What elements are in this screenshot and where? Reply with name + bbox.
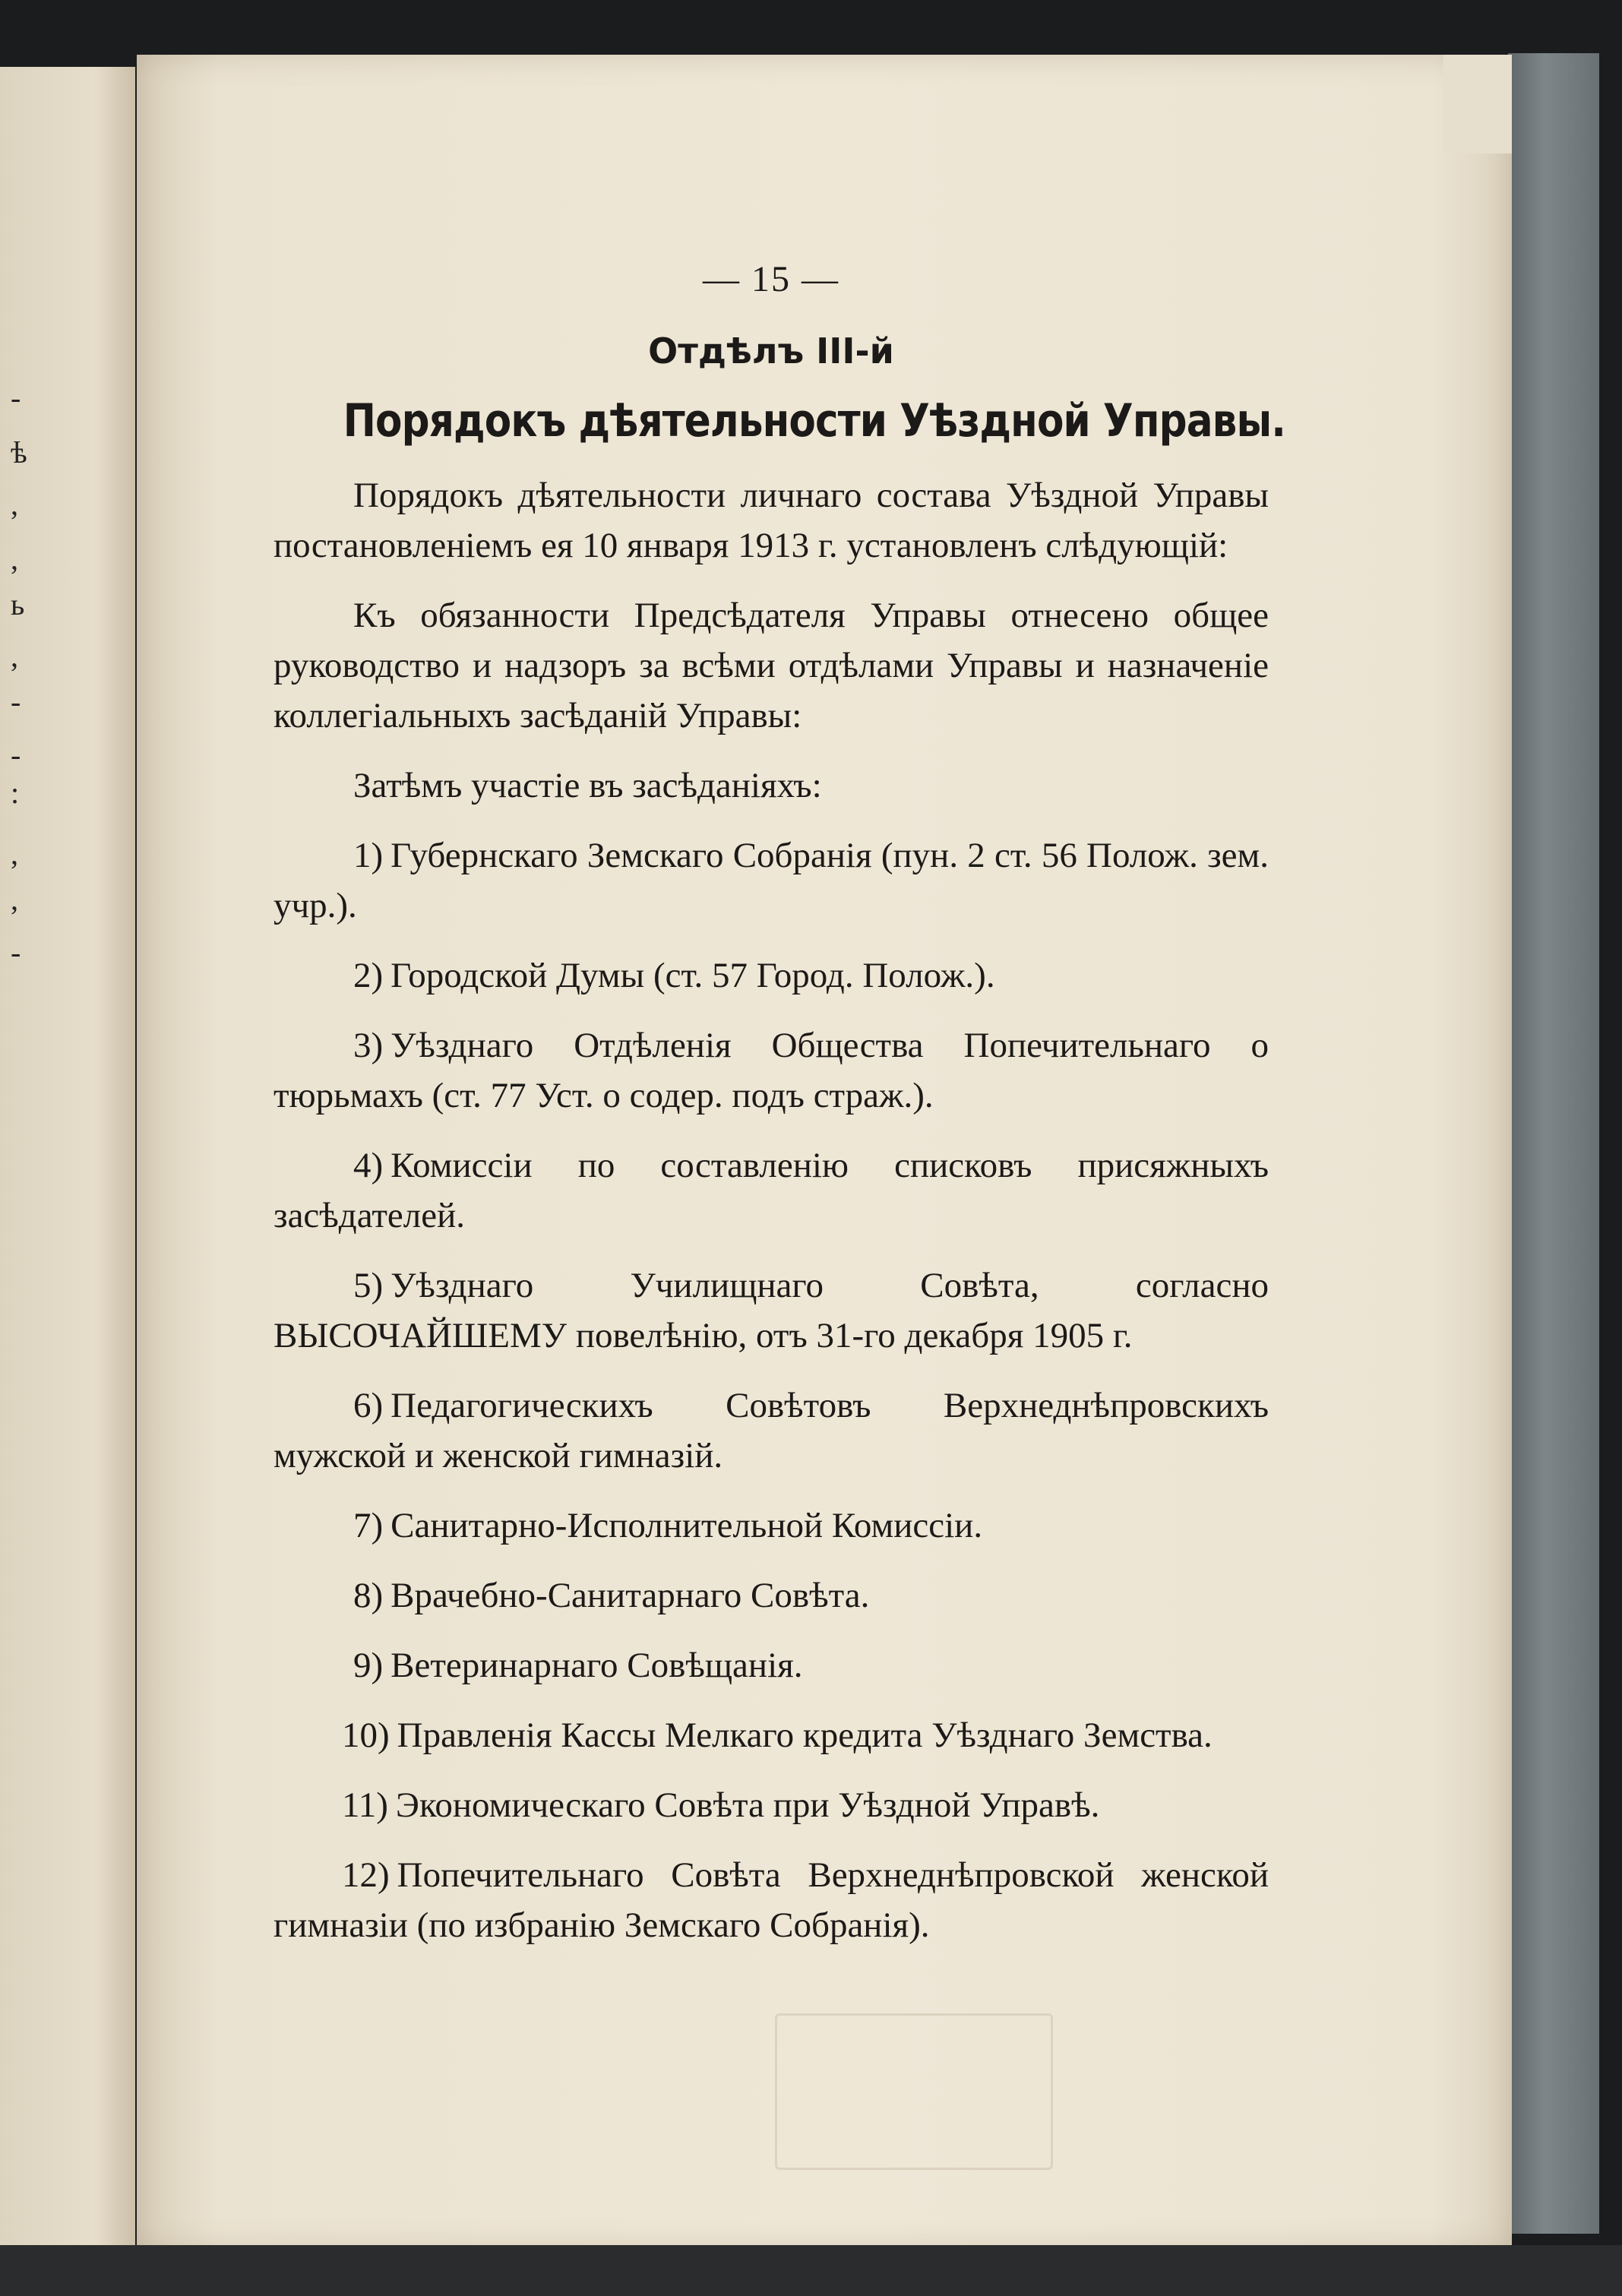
list-item bbox=[273, 1140, 1269, 1241]
fragment: : bbox=[11, 776, 20, 810]
fragment: , bbox=[11, 487, 18, 521]
list-item bbox=[273, 1020, 1269, 1121]
book-cover-edge bbox=[1508, 53, 1599, 2234]
fragment: ѣ bbox=[11, 435, 27, 470]
item-text: Педагогическихъ Совѣтовъ Верхнеднѣпровскихъ мужской и женской гимназій. bbox=[273, 1386, 1269, 1475]
item-number: 4) bbox=[353, 1146, 384, 1185]
adjacent-page-text-fragments bbox=[0, 0, 30, 2296]
item-text: Уѣзднаго Училищнаго Совѣта, согласно ВЫСОЧАЙШЕМУ повелѣнію, отъ 31-го декабря 1905 г. bbox=[273, 1266, 1269, 1355]
list-item bbox=[273, 1501, 1269, 1551]
item-number: 3) bbox=[353, 1026, 384, 1065]
item-text: Городской Думы (ст. 57 Город. Полож.). bbox=[390, 956, 995, 995]
list-item bbox=[273, 1380, 1269, 1481]
item-text: Комиссіи по составленію списковъ присяжныхъ засѣдателей. bbox=[273, 1146, 1269, 1235]
item-number: 1) bbox=[353, 836, 384, 875]
fragment: , bbox=[11, 882, 18, 916]
item-number: 12) bbox=[342, 1855, 390, 1895]
list-item bbox=[273, 1710, 1269, 1760]
item-text: Уѣзднаго Отдѣленія Общества Попечительнаго о тюрьмахъ (ст. 77 Уст. о содер. подъ страж.). bbox=[273, 1026, 1269, 1115]
list-item bbox=[273, 1850, 1269, 1950]
page-content bbox=[273, 258, 1286, 1970]
item-text: Экономическаго Совѣта при Уѣздной Управѣ. bbox=[395, 1785, 1100, 1825]
item-number: 10) bbox=[342, 1716, 390, 1755]
page-number: — 15 — bbox=[703, 259, 839, 299]
list-item bbox=[273, 950, 1269, 1001]
paragraph: Къ обязанности Предсѣдателя Управы отнесено общее руководство и надзоръ за всѣми отдѣлами Управы и назначеніе коллегіальныхъ засѣданій Управы: bbox=[273, 596, 1269, 735]
item-number: 7) bbox=[353, 1506, 384, 1545]
fragment: , bbox=[11, 836, 18, 871]
paragraph: Затѣмъ участіе въ засѣданіяхъ: bbox=[353, 766, 822, 805]
fragment: - bbox=[11, 685, 21, 719]
list-item bbox=[273, 830, 1269, 931]
page-corner-tab bbox=[1443, 55, 1512, 153]
list-item bbox=[273, 1640, 1269, 1690]
item-number: 5) bbox=[353, 1266, 384, 1305]
fragment: - bbox=[11, 738, 21, 772]
item-number: 11) bbox=[342, 1785, 388, 1825]
item-text: Попечительнаго Совѣта Верхнеднѣпровской женской гимназіи (по избранію Земскаго Собранія). bbox=[273, 1855, 1269, 1945]
item-text: Врачебно-Санитарнаго Совѣта. bbox=[390, 1576, 870, 1615]
scan-bottom-edge bbox=[0, 2245, 1622, 2296]
fragment: ь bbox=[11, 587, 25, 621]
fragment: - bbox=[11, 381, 21, 415]
section-title: Отдѣлъ III-й bbox=[648, 330, 894, 372]
list-item bbox=[273, 1780, 1269, 1830]
item-text: Правленія Кассы Мелкаго кредита Уѣзднаго Земства. bbox=[397, 1716, 1213, 1755]
item-text: Санитарно-Исполнительной Комиссіи. bbox=[390, 1506, 983, 1545]
list-item bbox=[273, 1570, 1269, 1621]
list-item bbox=[273, 1260, 1269, 1361]
faint-stamp-bleedthrough bbox=[775, 2013, 1053, 2170]
fragment: , bbox=[11, 542, 18, 576]
item-text: Губернскаго Земскаго Собранія (пун. 2 ст. 56 Полож. зем. учр.). bbox=[273, 836, 1269, 925]
paragraph: Порядокъ дѣятельности личнаго состава Уѣздной Управы постановленіемъ ея 10 января 1913 г. установленъ слѣдующій: bbox=[273, 476, 1269, 565]
fragment: , bbox=[11, 639, 18, 673]
item-number: 9) bbox=[353, 1646, 384, 1685]
item-number: 8) bbox=[353, 1576, 384, 1615]
main-heading: Порядокъ дѣятельности Уѣздной Управы. bbox=[343, 394, 1286, 447]
item-number: 2) bbox=[353, 956, 384, 995]
item-text: Ветеринарнаго Совѣщанія. bbox=[390, 1646, 803, 1685]
item-number: 6) bbox=[353, 1386, 384, 1425]
fragment: - bbox=[11, 935, 21, 969]
